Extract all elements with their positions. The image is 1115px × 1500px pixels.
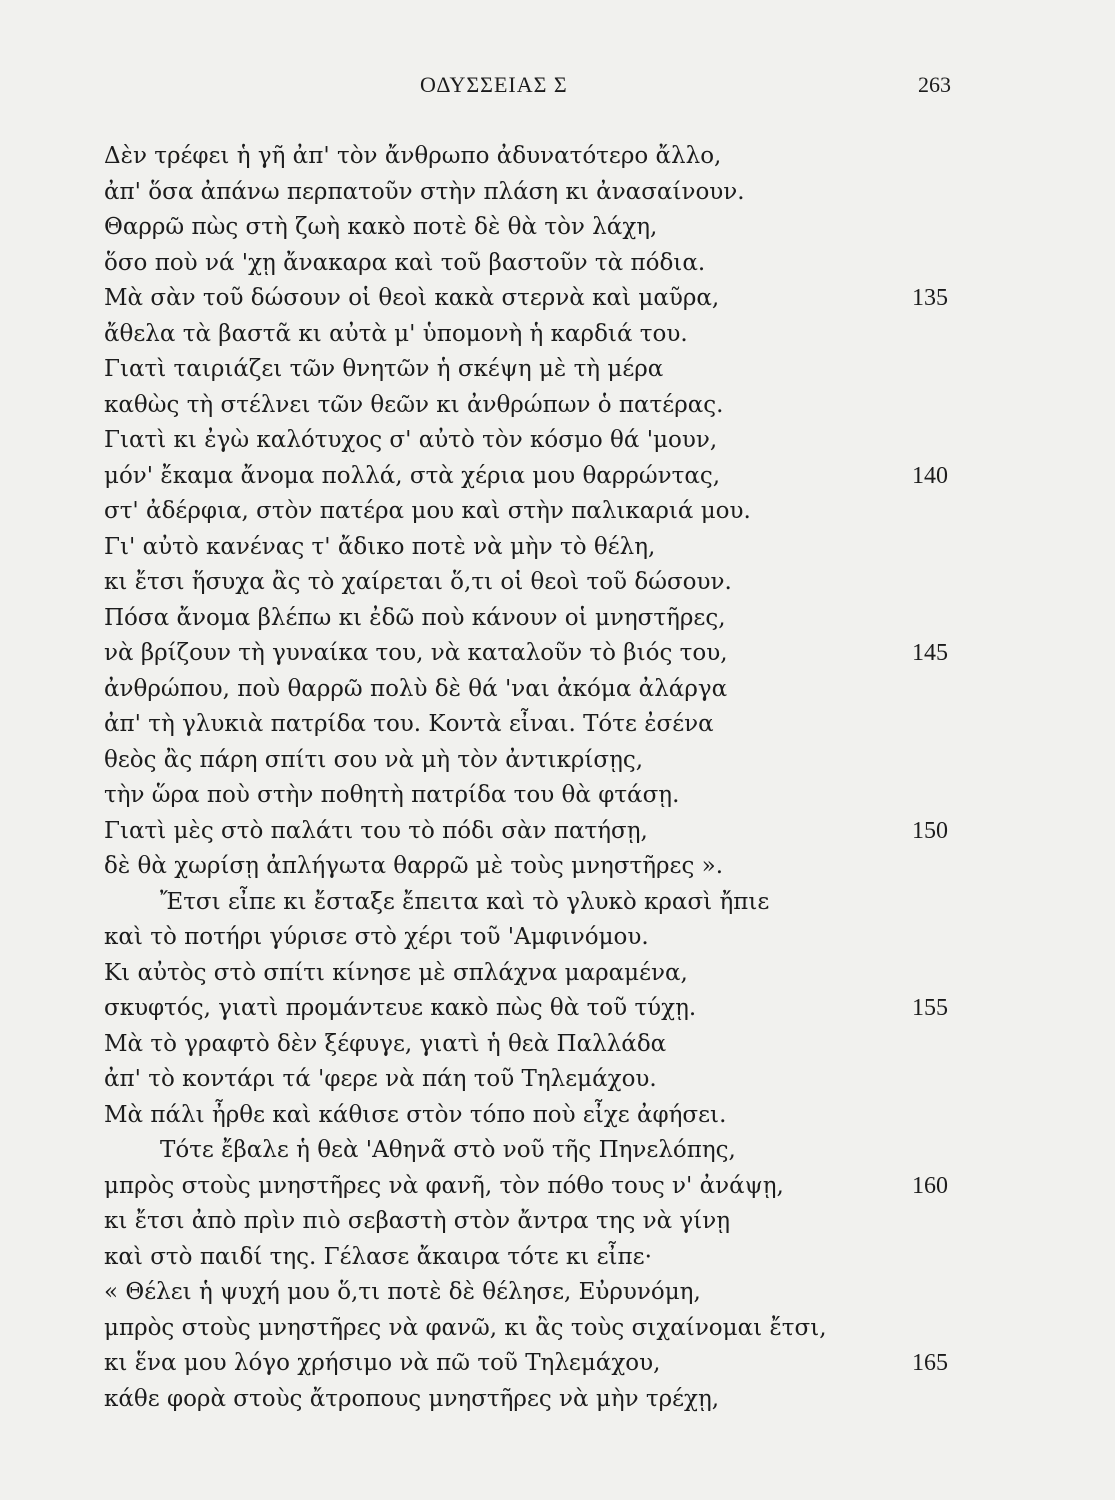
- verse-line: [0, 246, 1115, 282]
- verse-text: Τότε ἔβαλε ἡ θεὰ 'Αθηνᾶ στὸ νοῦ τῆς Πηνελόπης,: [160, 1137, 736, 1163]
- verse-text: Μὰ πάλι ἦρθε καὶ κάθισε στὸν τόπο ποὺ εἶχε ἀφήσει.: [104, 1101, 727, 1128]
- verse-text: κι ἔτσι ἀπὸ πρὶν πιὸ σεβαστὴ στὸν ἄντρα της νὰ γίνῃ: [104, 1208, 731, 1234]
- verse-line: [0, 1204, 1115, 1240]
- verse-text: « Θέλει ἡ ψυχή μου ὅ,τι ποτὲ δὲ θέλησε, Εὐρυνόμη,: [104, 1279, 701, 1305]
- verse-line: [0, 1027, 1115, 1063]
- verse-text: Μὰ τὸ γραφτὸ δὲν ξέφυγε, γιατὶ ἡ θεὰ Παλλάδα: [104, 1030, 667, 1057]
- verse-text: Γιατὶ κι ἐγὼ καλότυχος σ' αὐτὸ τὸν κόσμο θά 'μουν,: [104, 427, 718, 453]
- verse-line: [0, 956, 1115, 992]
- verse-text: κι ἕνα μου λόγο χρήσιμο νὰ πῶ τοῦ Τηλεμάχου,: [104, 1350, 661, 1376]
- verse-line: [0, 1240, 1115, 1276]
- verse-text: ἀπ' τὴ γλυκιὰ πατρίδα του. Κοντὰ εἶναι. Τότε ἐσένα: [104, 711, 714, 737]
- verse-text: ἄθελα τὰ βαστᾶ κι αὐτὰ μ' ὑπομονὴ ἡ καρδιά του.: [104, 320, 688, 347]
- line-number: 140: [912, 462, 948, 489]
- line-number: 165: [912, 1350, 948, 1376]
- verse-line: [0, 707, 1115, 743]
- verse-line: [0, 636, 1115, 672]
- verse-text: Δὲν τρέφει ἡ γῆ ἀπ' τὸν ἄνθρωπο ἀδυνατότερο ἄλλο,: [104, 143, 722, 169]
- verse-text: καὶ τὸ ποτήρι γύρισε στὸ χέρι τοῦ 'Αμφινόμου.: [104, 924, 649, 950]
- verse-text: Μὰ σὰν τοῦ δώσουν οἱ θεοὶ κακὰ στερνὰ καὶ μαῦρα,: [104, 285, 720, 311]
- line-number: 150: [912, 817, 948, 844]
- verse-block: [0, 139, 1115, 1417]
- verse-text: Γιατὶ μὲς στὸ παλάτι του τὸ πόδι σὰν πατήσῃ,: [104, 817, 648, 844]
- verse-text: στ' ἀδέρφια, στὸν πατέρα μου καὶ στὴν παλικαριά μου.: [104, 498, 751, 524]
- verse-text: ὅσο ποὺ νά 'χῃ ἄνακαρα καὶ τοῦ βαστοῦν τὰ πόδια.: [104, 249, 706, 276]
- verse-line: [0, 317, 1115, 353]
- verse-line: [0, 565, 1115, 601]
- verse-text: Κι αὐτὸς στὸ σπίτι κίνησε μὲ σπλάχνα μαραμένα,: [104, 959, 688, 986]
- verse-line: [0, 352, 1115, 388]
- verse-text: ἀπ' τὸ κοντάρι τά 'φερε νὰ πάη τοῦ Τηλεμάχου.: [104, 1066, 657, 1092]
- line-number: 145: [912, 640, 948, 666]
- verse-line: [0, 672, 1115, 708]
- verse-text: κι ἔτσι ἥσυχα ἂς τὸ χαίρεται ὅ,τι οἱ θεοὶ τοῦ δώσουν.: [104, 569, 732, 595]
- verse-text: Γιατὶ ταιριάζει τῶν θνητῶν ἡ σκέψη μὲ τὴ μέρα: [104, 356, 664, 382]
- line-number: 135: [912, 285, 948, 311]
- verse-text: τὴν ὥρα ποὺ στὴν ποθητὴ πατρίδα του θὰ φτάσῃ.: [104, 782, 680, 808]
- verse-text: Πόσα ἄνομα βλέπω κι ἐδῶ ποὺ κάνουν οἱ μνηστῆρες,: [104, 604, 726, 631]
- verse-line: [0, 281, 1115, 317]
- verse-line: [0, 388, 1115, 424]
- verse-text: θεὸς ἂς πάρη σπίτι σου νὰ μὴ τὸν ἀντικρίσῃς,: [104, 746, 644, 773]
- verse-line: [0, 423, 1115, 459]
- verse-text: Ἔτσι εἶπε κι ἔσταξε ἔπειτα καὶ τὸ γλυκὸ κρασὶ ἤπιε: [160, 888, 770, 915]
- verse-line: [0, 814, 1115, 850]
- verse-line: [0, 1133, 1115, 1169]
- verse-text: δὲ θὰ χωρίσῃ ἀπλήγωτα θαρρῶ μὲ τοὺς μνηστῆρες ».: [104, 853, 724, 879]
- verse-line: [0, 849, 1115, 885]
- verse-line: [0, 1062, 1115, 1098]
- verse-line: [0, 991, 1115, 1027]
- verse-text: Θαρρῶ πὼς στὴ ζωὴ κακὸ ποτὲ δὲ θὰ τὸν λάχη,: [104, 214, 658, 240]
- verse-line: [0, 459, 1115, 495]
- verse-text: μπρὸς στοὺς μνηστῆρες νὰ φανῆ, τὸν πόθο τους ν' ἀνάψῃ,: [104, 1172, 784, 1199]
- verse-text: μόν' ἔκαμα ἄνομα πολλά, στὰ χέρια μου θαρρώντας,: [104, 462, 721, 489]
- verse-line: [0, 1169, 1115, 1205]
- verse-line: [0, 1275, 1115, 1311]
- page-number: 263: [918, 72, 951, 97]
- verse-text: ἀπ' ὅσα ἀπάνω περπατοῦν στὴν πλάση κι ἀνασαίνουν.: [104, 178, 745, 205]
- verse-line: [0, 1311, 1115, 1347]
- verse-text: σκυφτός, γιατὶ προμάντευε κακὸ πὼς θὰ τοῦ τύχῃ.: [104, 995, 697, 1021]
- verse-text: νὰ βρίζουν τὴ γυναίκα του, νὰ καταλοῦν τὸ βιός του,: [104, 640, 728, 666]
- verse-text: καὶ στὸ παιδί της. Γέλασε ἄκαιρα τότε κι εἶπε·: [104, 1243, 652, 1270]
- verse-text: ἀνθρώπου, ποὺ θαρρῶ πολὺ δὲ θά 'ναι ἀκόμα ἀλάργα: [104, 675, 728, 702]
- line-number: 160: [912, 1172, 948, 1199]
- verse-line: [0, 1346, 1115, 1382]
- verse-line: [0, 920, 1115, 956]
- verse-text: Γι' αὐτὸ κανένας τ' ἄδικο ποτὲ νὰ μὴν τὸ θέλη,: [104, 533, 656, 560]
- verse-text: μπρὸς στοὺς μνηστῆρες νὰ φανῶ, κι ἂς τοὺς σιχαίνομαι ἔτσι,: [104, 1314, 827, 1341]
- verse-text: καθὼς τὴ στέλνει τῶν θεῶν κι ἀνθρώπων ὁ πατέρας.: [104, 391, 724, 418]
- verse-line: [0, 1098, 1115, 1134]
- verse-line: [0, 1382, 1115, 1418]
- verse-line: [0, 175, 1115, 211]
- verse-line: [0, 778, 1115, 814]
- verse-line: [0, 743, 1115, 779]
- running-header-title: ΟΔΥΣΣΕΙΑΣ Σ: [420, 72, 568, 97]
- verse-line: [0, 139, 1115, 175]
- verse-line: [0, 210, 1115, 246]
- line-number: 155: [912, 995, 948, 1021]
- verse-text: κάθε φορὰ στοὺς ἄτροπους μνηστῆρες νὰ μὴν τρέχῃ,: [104, 1385, 720, 1412]
- verse-line: [0, 530, 1115, 566]
- verse-line: [0, 601, 1115, 637]
- verse-line: [0, 494, 1115, 530]
- verse-line: [0, 885, 1115, 921]
